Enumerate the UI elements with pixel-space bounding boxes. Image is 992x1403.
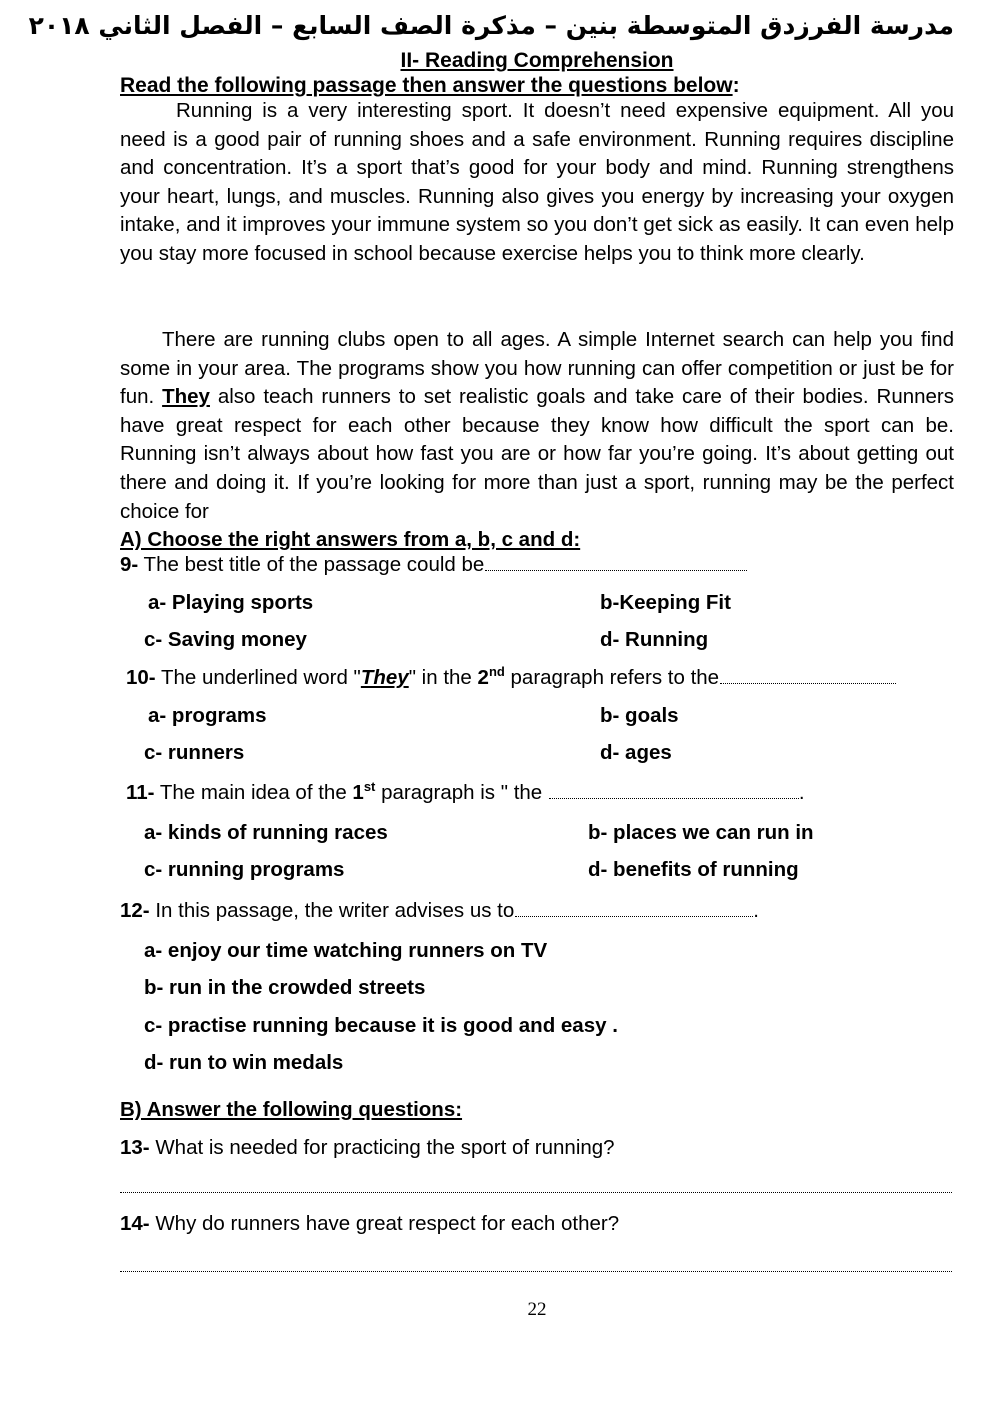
q11-option-c[interactable]: c- running programs	[144, 858, 345, 881]
q9-option-b[interactable]: b-Keeping Fit	[600, 591, 731, 614]
q11-text-start: The main idea of the	[154, 781, 353, 804]
paragraph-1-text: Running is a very interesting sport. It doesn’t need expensive equipment. All you need is a good pair of running shoes and a safe environment. Running requires discipline and concentration. It’s a sport that’s good for your body and mind. Running strengthens your heart, lungs, and muscles. Running also gives you energy by increasing your oxygen intake, and it improves your immune system so you don’t get sick as easily. It can even help you stay more focused in school because exercise helps you to think more clearly.	[120, 99, 954, 265]
arabic-header-title: مدرسة الفرزدق المتوسطة بنين – مذكرة الصف السابع – الفصل الثاني ٢٠١٨	[28, 11, 954, 40]
q13-text: What is needed for practicing the sport of running?	[149, 1136, 615, 1159]
q10-answer-blank[interactable]	[720, 682, 896, 684]
underlined-word-they: They	[162, 385, 210, 409]
question-13	[120, 1135, 615, 1161]
question-9	[120, 552, 747, 578]
paragraph-2-text-end: also teach runners to set realistic goals and take care of their bodies. Runners have great respect for each other because they know how difficult the sport can be. Running isn’t always about how fast you are or how far you’re going. It’s about getting out there and doing it. If you’re looking for more than just a sport, running may be the perfect choice for	[120, 385, 955, 523]
q11-ordinal-suffix: st	[363, 779, 376, 795]
q13-number: 13-	[120, 1136, 150, 1159]
q14-number: 14-	[120, 1212, 150, 1235]
q9-option-c[interactable]: c- Saving money	[144, 628, 307, 651]
paragraph-2-text-start: There are running clubs open to all ages. A simple Internet search can help you find some in your area. The programs show you how running can offer competition or just be for fun.	[120, 328, 954, 409]
q12-option-b[interactable]: b- run in the crowded streets	[144, 976, 426, 999]
q12-option-d[interactable]: d- run to win medals	[144, 1051, 344, 1074]
instruction-colon: :	[732, 74, 740, 97]
q9-option-a[interactable]: a- Playing sports	[148, 591, 314, 614]
instruction-text: Read the following passage then answer the questions below	[120, 74, 733, 97]
q9-option-d[interactable]: d- Running	[600, 628, 709, 651]
q11-ordinal-number: 1	[352, 781, 364, 804]
q10-word-they: They	[360, 666, 409, 689]
q14-answer-line[interactable]	[120, 1270, 952, 1272]
q10-option-a[interactable]: a- programs	[148, 704, 267, 727]
q9-text: The best title of the passage could be	[138, 553, 485, 576]
part-b-heading: B) Answer the following questions:	[120, 1098, 463, 1121]
q11-text-end: paragraph is " the	[375, 781, 548, 804]
q12-option-a[interactable]: a- enjoy our time watching runners on TV	[144, 939, 548, 962]
q13-answer-line[interactable]	[120, 1191, 952, 1193]
q10-text-start: The underlined word "	[155, 666, 361, 689]
q11-option-d[interactable]: d- benefits of running	[588, 858, 799, 881]
q11-option-a[interactable]: a- kinds of running races	[144, 821, 388, 844]
instruction	[120, 72, 740, 100]
section-title: II- Reading Comprehension	[400, 49, 674, 72]
q11-answer-blank[interactable]	[549, 797, 799, 799]
question-14	[120, 1211, 619, 1237]
part-a-heading: A) Choose the right answers from a, b, c and d:	[120, 528, 581, 551]
q10-ordinal-number: 2	[477, 666, 489, 689]
question-10	[126, 665, 896, 691]
q11-option-b[interactable]: b- places we can run in	[588, 821, 814, 844]
q10-number: 10-	[126, 666, 156, 689]
q9-number: 9-	[120, 553, 139, 576]
q12-text: In this passage, the writer advises us to	[149, 899, 515, 922]
q9-answer-blank[interactable]	[485, 569, 747, 571]
page-number: 22	[527, 1299, 547, 1320]
q10-text-end: paragraph refers to the	[504, 666, 720, 689]
q10-option-d[interactable]: d- ages	[600, 741, 672, 764]
question-12	[120, 898, 759, 924]
q12-option-c[interactable]: c- practise running because it is good and easy .	[144, 1014, 618, 1037]
q10-option-c[interactable]: c- runners	[144, 741, 245, 764]
q12-period: .	[753, 899, 759, 922]
passage-paragraph-2	[120, 326, 954, 526]
q11-period: .	[798, 781, 805, 804]
q10-ordinal-suffix: nd	[488, 664, 505, 680]
passage-paragraph-1	[120, 97, 954, 269]
q12-answer-blank[interactable]	[515, 915, 753, 917]
q10-text-mid: " in the	[408, 666, 478, 689]
q11-number: 11-	[126, 781, 155, 804]
question-11	[126, 780, 805, 806]
q12-number: 12-	[120, 899, 150, 922]
q14-text: Why do runners have great respect for each other?	[149, 1212, 620, 1235]
q10-option-b[interactable]: b- goals	[600, 704, 679, 727]
